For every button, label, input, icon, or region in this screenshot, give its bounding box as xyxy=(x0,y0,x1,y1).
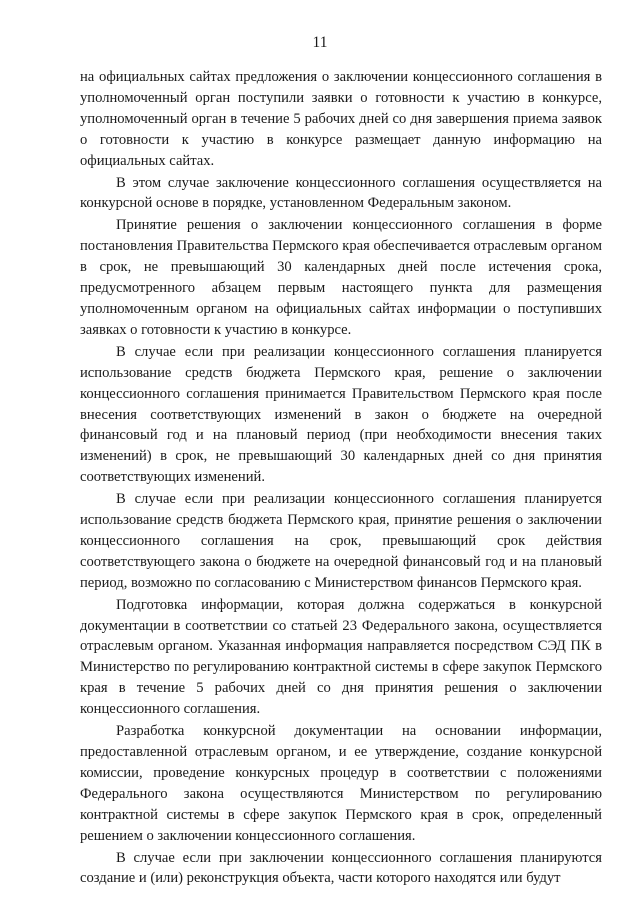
paragraph-5: В случае если при реализации концессионного соглашения планируется использование средств бюджета Пермского края, принятие решения о заключении концессионного соглашения на срок, превышающий срок действия соответствующего закона о бюджете на очередной финансовый год и на плановый период, возможно по согласованию с Министерством финансов Пермского края. xyxy=(80,491,602,591)
paragraph-6: Подготовка информации, которая должна содержаться в конкурсной документации в соответствии со статьей 23 Федерального закона, осуществляется отраслевым органом. Указанная информация направляется посредством СЭД ПК в Министерство по регулированию контрактной системы в сфере закупок Пермского края в течение 5 рабочих дней со дня принятия решения о заключении концессионного соглашения. xyxy=(80,596,602,718)
paragraph-1: на официальных сайтах предложения о заключении концессионного соглашения в уполномоченный орган поступили заявки о готовности к участию в конкурсе, уполномоченный орган в течение 5 рабочих дней со дня завершения приема заявок о готовности к участию в конкурсе размещает данную информацию на официальных сайтах. xyxy=(80,69,602,169)
paragraph-8: В случае если при заключении концессионного соглашения планируются создание и (или) реконструкция объекта, части которого находятся или будут xyxy=(80,849,602,887)
paragraph-2: В этом случае заключение концессионного соглашения осуществляется на конкурсной основе в порядке, установленном Федеральным законом. xyxy=(80,174,602,212)
document-body xyxy=(80,67,602,890)
page-number: 11 xyxy=(312,34,328,51)
paragraph-3: Принятие решения о заключении концессионного соглашения в форме постановления Правительства Пермского края обеспечивается отраслевым органом в срок, не превышающий 30 календарных дней после истечения срока, предусмотренного абзацем первым настоящего пункта для размещения уполномоченным органом на официальных сайтах информации о поступивших заявках о готовности к участию в конкурсе. xyxy=(80,217,602,338)
paragraph-7: Разработка конкурсной документации на основании информации, предоставленной отраслевым органом, и ее утверждение, создание конкурсной комиссии, проведение конкурсных процедур в соответствии с положениями Федерального закона осуществляются Министерством по регулированию контрактной системы в сфере закупок Пермского края в срок, определенный решением о заключении концессионного соглашения. xyxy=(80,723,602,844)
paragraph-4: В случае если при реализации концессионного соглашения планируется использование средств бюджета Пермского края, решение о заключении концессионного соглашения принимается Правительством Пермского края после внесения соответствующих изменений в закон о бюджете на очередной финансовый год и на плановый период (при необходимости внесения таких изменений) в срок, не превышающий 30 календарных дней со дня принятия соответствующих изменений. xyxy=(80,343,602,486)
